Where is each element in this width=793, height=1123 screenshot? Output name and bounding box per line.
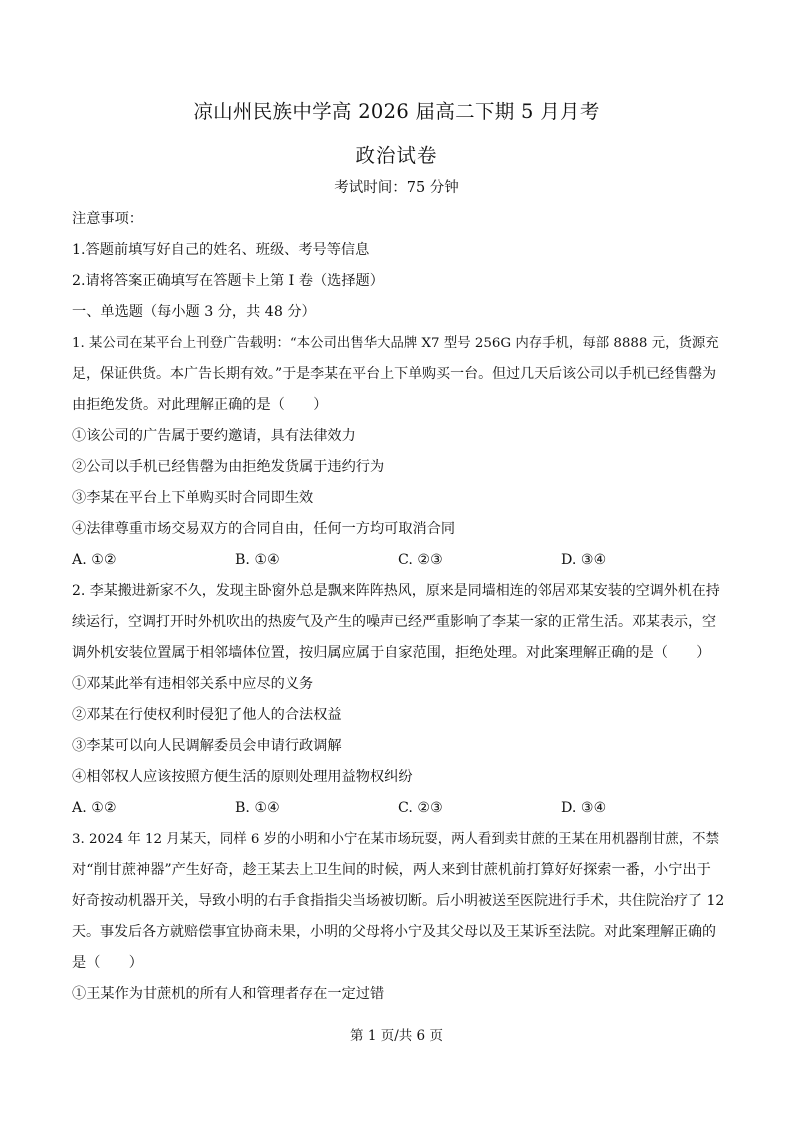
exam-subject: 政治试卷 — [355, 144, 438, 167]
question-stem-line: 由拒绝发货。对此理解正确的是（ ） — [72, 397, 328, 413]
notes-heading: 注意事项： — [72, 211, 143, 227]
exam-title: 凉山州民族中学高 2026 届高二下期 5 月月考 — [193, 100, 600, 123]
question-stem-line: 1. 某公司在某平台上刊登广告载明：“本公司出售华大品牌 X7 型号 256G 内存手机，每部 8888 元，货源充 — [72, 336, 719, 351]
question-stem-line: 调外机安装位置属于相邻墙体位置，按归属应属于自家范围，拒绝处理。对此案理解正确的是（ ） — [72, 645, 711, 661]
question-3 — [72, 824, 724, 1010]
question-stem-line: 对“削甘蔗神器”产生好奇，趁王某去上卫生间的时候，两人来到甘蔗机前打算好好探索一番，小宁出于 — [72, 862, 711, 878]
statement: ①该公司的广告属于要约邀请，具有法律效力 — [72, 428, 356, 444]
option-b: B. ①④ — [235, 800, 280, 816]
question-stem-line: 2. 李某搬进新家不久，发现主卧窗外总是飘来阵阵热风，原来是同墙相连的邻居邓某安装的空调外机在持 — [72, 583, 720, 599]
option-a: A. ①② — [72, 552, 117, 568]
option-d: D. ③④ — [561, 552, 607, 568]
answer-options — [72, 545, 724, 576]
answer-options — [72, 793, 724, 824]
question-1 — [72, 328, 724, 576]
question-stem-line: 是（ ） — [72, 955, 143, 971]
statement: ③李某可以向人民调解委员会申请行政调解 — [72, 738, 342, 754]
section-title: 一、单选题（每小题 3 分，共 48 分） — [72, 304, 316, 320]
statement: ②邓某在行使权利时侵犯了他人的合法权益 — [72, 707, 342, 723]
statement: ①邓某此举有违相邻关系中应尽的义务 — [72, 676, 314, 692]
question-stem-line: 好奇按动机器开关，导致小明的右手食指指尖当场被切断。后小明被送至医院进行手术，共住院治疗了 12 — [72, 893, 725, 909]
option-c: C. ②③ — [398, 552, 443, 568]
option-a: A. ①② — [72, 800, 117, 816]
statement: ③李某在平台上下单购买时合同即生效 — [72, 490, 314, 506]
exam-body — [72, 204, 724, 1010]
note-item: 2.请将答案正确填写在答题卡上第 I 卷（选择题） — [72, 273, 384, 289]
question-stem-line: 3. 2024 年 12 月某天，同样 6 岁的小明和小宁在某市场玩耍，两人看到卖甘蔗的王某在用机器削甘蔗，不禁 — [72, 832, 719, 847]
question-stem-line: 足，保证供货。本广告长期有效。”于是李某在平台上下单购买一台。但过几天后该公司以手机已经售罄为 — [72, 366, 717, 382]
option-c: C. ②③ — [398, 800, 443, 816]
statement: ①王某作为甘蔗机的所有人和管理者存在一定过错 — [72, 986, 385, 1002]
question-stem-line: 天。事发后各方就赔偿事宜协商未果，小明的父母将小宁及其父母以及王某诉至法院。对此案理解正确的 — [72, 924, 716, 940]
page-number: 第 1 页/共 6 页 — [350, 1028, 443, 1044]
option-d: D. ③④ — [561, 800, 607, 816]
exam-time: 考试时间：75 分钟 — [334, 180, 459, 196]
statement: ④相邻权人应该按照方便生活的原则处理用益物权纠纷 — [72, 769, 413, 785]
question-2 — [72, 576, 724, 824]
option-b: B. ①④ — [235, 552, 280, 568]
question-stem-line: 续运行，空调打开时外机吹出的热废气及产生的噪声已经严重影响了李某一家的正常生活。邓某表示，空 — [72, 614, 716, 630]
statement: ④法律尊重市场交易双方的合同自由，任何一方均可取消合同 — [72, 521, 456, 537]
note-item: 1.答题前填写好自己的姓名、班级、考号等信息 — [72, 242, 370, 258]
statement: ②公司以手机已经售罄为由拒绝发货属于违约行为 — [72, 459, 385, 475]
